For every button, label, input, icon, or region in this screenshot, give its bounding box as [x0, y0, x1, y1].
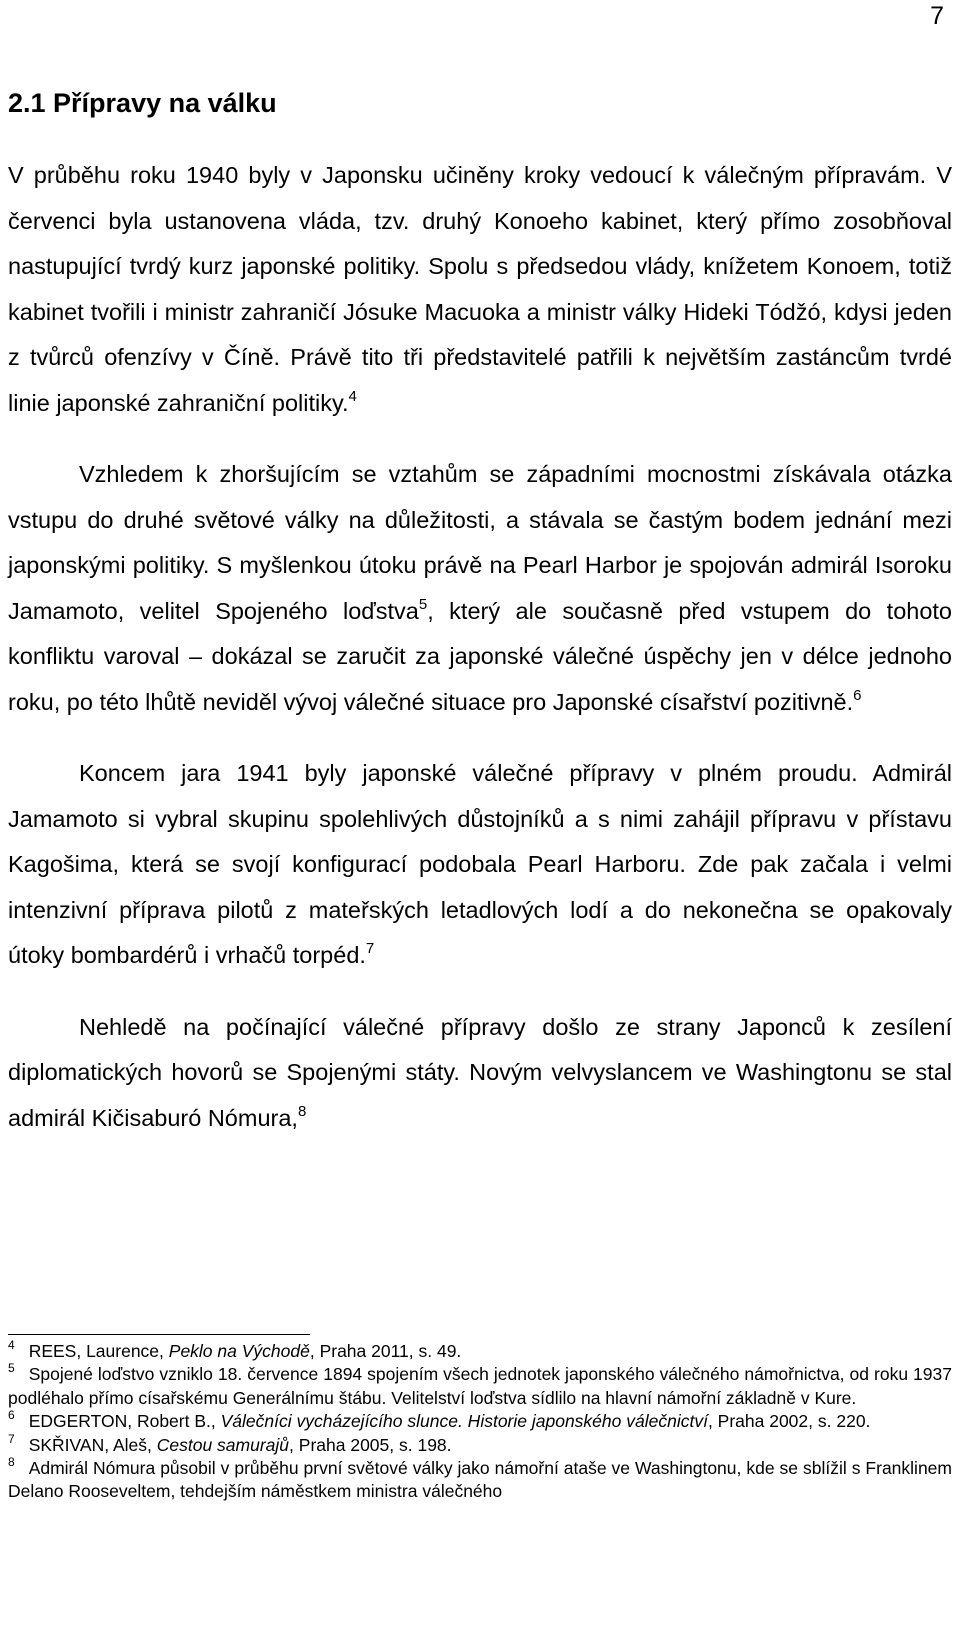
paragraph-text: , který ale současně před vstupem do tohoto konfliktu varoval – dokázal se zaručit za japonské válečné úspěchy jen v délce jednoho roku, po této lhůtě neviděl vývoj válečné situace pro Japonské císařství pozitivně.	[8, 597, 952, 715]
footnote-title: Cestou samurajů	[156, 1434, 290, 1455]
paragraph-1	[8, 153, 952, 426]
footnote-ref-7[interactable]: 7	[365, 940, 375, 957]
footnote-number: 6	[8, 1408, 15, 1423]
footnote-6	[8, 1410, 952, 1433]
footnote-text: , Praha 2002, s. 220.	[707, 1411, 871, 1432]
paragraph-text: V průběhu roku 1940 byly v Japonsku učiněny kroky vedoucí k válečným přípravám. V červenci byla ustanovena vláda, tzv. druhý Konoeho kabinet, který přímo zosobňoval nastupující tvrdý kurz japonské politiky. Spolu s předsedou vlády, knížetem Konoem, totiž kabinet tvořili i ministr zahraničí Jósuke Macuoka a ministr války Hideki Tódžó, kdysi jeden z tvůrců ofenzívy v Číně. Právě tito tři představitelé patřili k největším zastáncům tvrdé linie japonské zahraniční politiky.	[8, 162, 952, 416]
footnote-ref-5[interactable]: 5	[418, 595, 428, 613]
footnotes	[8, 1340, 952, 1504]
footnote-text: , Praha 2011, s. 49.	[309, 1341, 462, 1361]
footnote-number: 8	[8, 1455, 15, 1470]
page-number: 7	[930, 2, 944, 30]
paragraph-text: Vzhledem k zhoršujícím se vztahům se západními mocnostmi získávala otázka vstupu do druhé světové války na důležitosti, a stávala se častým bodem jednání mezi japonskými politiky. S myšlenkou útoku právě na Pearl Harbor je spojován admirál Isoroku Jamamoto, velitel Spojeného loďstva	[8, 461, 952, 624]
footnote-number: 7	[8, 1431, 15, 1446]
footnote-title: Peklo na Východě	[168, 1341, 310, 1361]
footnote-number: 4	[8, 1338, 15, 1352]
section-heading: 2.1 Přípravy na válku	[8, 88, 277, 118]
footnote-text: , Praha 2005, s. 198.	[289, 1434, 452, 1455]
footnote-text: Admirál Nómura působil v průběhu první světové války jako námořní ataše ve Washingtonu, kde se sblížil s Franklinem Delano Rooseveltem, tehdejším náměstkem ministra válečného	[8, 1458, 952, 1502]
footnote-ref-4[interactable]: 4	[348, 387, 357, 405]
paragraph-text: Koncem jara 1941 byly japonské válečné přípravy v plném proudu. Admirál Jamamoto si vybral skupinu spolehlivých důstojníků a s nimi zahájil přípravu v přístavu Kagošima, která se svojí konfigurací podobala Pearl Harboru. Zde pak začala i velmi intenzivní příprava pilotů z mateřských letadlových lodí a do nekonečna se opakovaly útoky bombardérů i vrhačů torpéd.	[8, 760, 952, 968]
footnote-ref-6[interactable]: 6	[853, 686, 862, 704]
footnote-text: REES, Laurence,	[28, 1341, 169, 1361]
paragraph-4	[8, 1005, 952, 1142]
paragraph-text: Nehledě na počínající válečné přípravy došlo ze strany Japonců k zesílení diplomatických hovorů se Spojenými státy. Novým velvyslancem ve Washingtonu se stal admirál Kičisaburó Nómura,	[8, 1013, 952, 1131]
footnote-text: Spojené loďstvo vzniklo 18. července 1894 spojením všech jednotek japonského válečného námořnictva, od roku 1937 podléhalo přímo císařskému Generálnímu štábu. Velitelství loďstva sídlilo na hlavní námořní základně v Kure.	[8, 1364, 952, 1408]
footnote-number: 5	[8, 1361, 15, 1376]
paragraph-3	[8, 751, 952, 979]
footnote-text: SKŘIVAN, Aleš,	[28, 1434, 157, 1455]
footnote-8	[8, 1457, 952, 1504]
footnote-ref-8[interactable]: 8	[297, 1102, 307, 1120]
footnote-text: EDGERTON, Robert B.,	[28, 1411, 221, 1432]
footnote-5	[8, 1363, 952, 1410]
footnote-title: Válečníci vycházejícího slunce. Historie japonského válečnictví	[220, 1411, 708, 1432]
paragraph-2	[8, 452, 952, 725]
footnote-7	[8, 1431, 952, 1457]
body-text	[8, 153, 952, 1141]
footnote-separator	[8, 1334, 310, 1335]
footnote-4	[8, 1340, 952, 1363]
